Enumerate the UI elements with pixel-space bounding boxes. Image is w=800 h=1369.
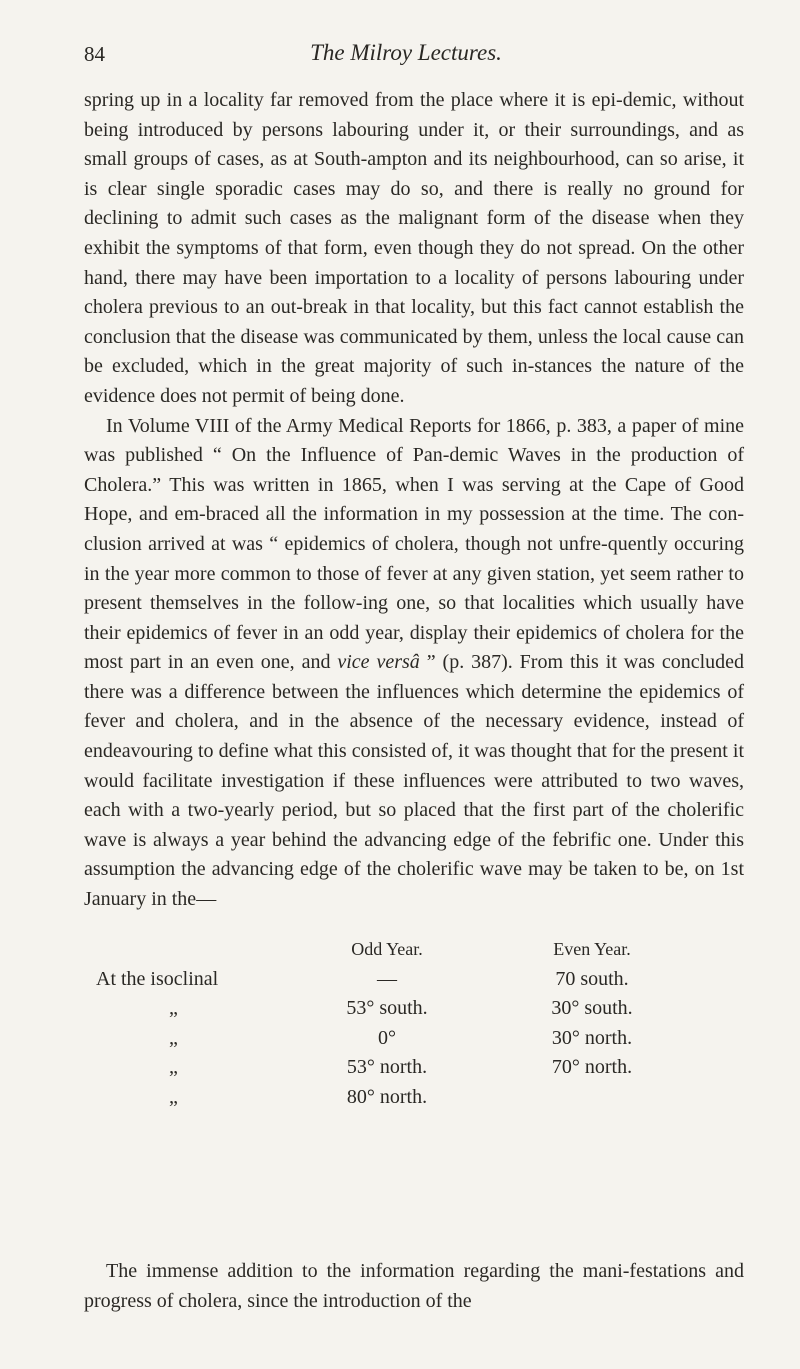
table-row [84,1053,744,1083]
row-odd-value: — [377,967,397,990]
row-odd-value: 80° north. [346,1085,428,1108]
page-header [70,34,742,74]
row-label: „ [169,1026,178,1049]
row-even-value: 30° north. [551,1026,633,1049]
table-row [84,1024,744,1054]
isoclinal-table [84,935,744,1113]
row-odd-value: 0° [378,1026,396,1049]
paragraph-2-start: In Volume VIII of the Army Medical Reports for 1866, p. 383, a paper of mine was published “ On the Influence of Pan-demic Waves in the production of Cholera.” This was written in 1865, when I was serving at the Cape of Good Hope, and em-braced all the information in my possession at the time. The con-clusion arrived at was “ epidemics of cholera, though not unfre-quently occuring in the year more common to those of fever at any given station, yet seem rather to present themselves in the follow-ing one, so that localities which usually have their epidemics of fever in an odd year, display their epidemics of cholera for the most part in an even one, and [84,414,744,674]
running-title: The Milroy Lectures. [310,40,502,65]
table-row [84,994,744,1024]
row-even-value: 70° north. [551,1056,633,1079]
table-row [84,1083,744,1113]
row-label: „ [169,1056,178,1079]
page-number: 84 [84,42,105,66]
closing-text [84,1257,744,1316]
paragraph-3: The immense addition to the information regarding the mani-festations and progress of cholera, since the introduction of the [84,1260,744,1312]
paragraph-2-end: ” (p. 387). From this it was concluded there was a difference between the influences which determine the epidemics of fever and cholera, and in the absence of the necessary evidence, instead of endeavouring to define what this consisted of, it was thought that for the present it would facilitate investigation if these influences were attributed to two waves, each with a two-yearly period, but so placed that the first part of the cholerific wave is always a year behind the advancing edge of the febrific one. Under this assumption the advancing edge of the cholerific wave may be taken to be, on 1st January in the— [84,651,745,911]
row-even-value: 70 south. [555,967,629,990]
row-label: „ [169,1085,178,1108]
body-text [84,86,744,915]
paragraph-1: spring up in a locality far removed from the place where it is epi-demic, without being introduced by persons labouring under it, or their surroundings, and as small groups of cases, as at South-ampton and its neighbourhood, can so arise, it is clear single sporadic cases may do so, and there is really no ground for declining to admit such cases as the malignant form of the disease when they exhibit the symptoms of that form, even though they do not spread. On the other hand, there may have been importation to a locality of persons labouring under cholera previous to an out-break in that locality, but this fact cannot establish the conclusion that the disease was communicated by them, unless the local cause can be excluded, which in the great majority of such in-stances the nature of the evidence does not permit of being done. [84,89,744,407]
paragraph-2-italic: vice versâ [337,651,420,674]
header-even-year: Even Year. [553,939,631,959]
row-odd-value: 53° north. [346,1056,428,1079]
table-row [84,965,744,995]
paragraph-2 [84,412,744,915]
table-header-row [84,935,744,965]
row-label: At the isoclinal [96,967,219,990]
header-odd-year: Odd Year. [351,939,423,959]
row-even-value: 30° south. [551,997,633,1020]
row-odd-value: 53° south. [346,997,428,1020]
row-label: „ [169,997,178,1020]
